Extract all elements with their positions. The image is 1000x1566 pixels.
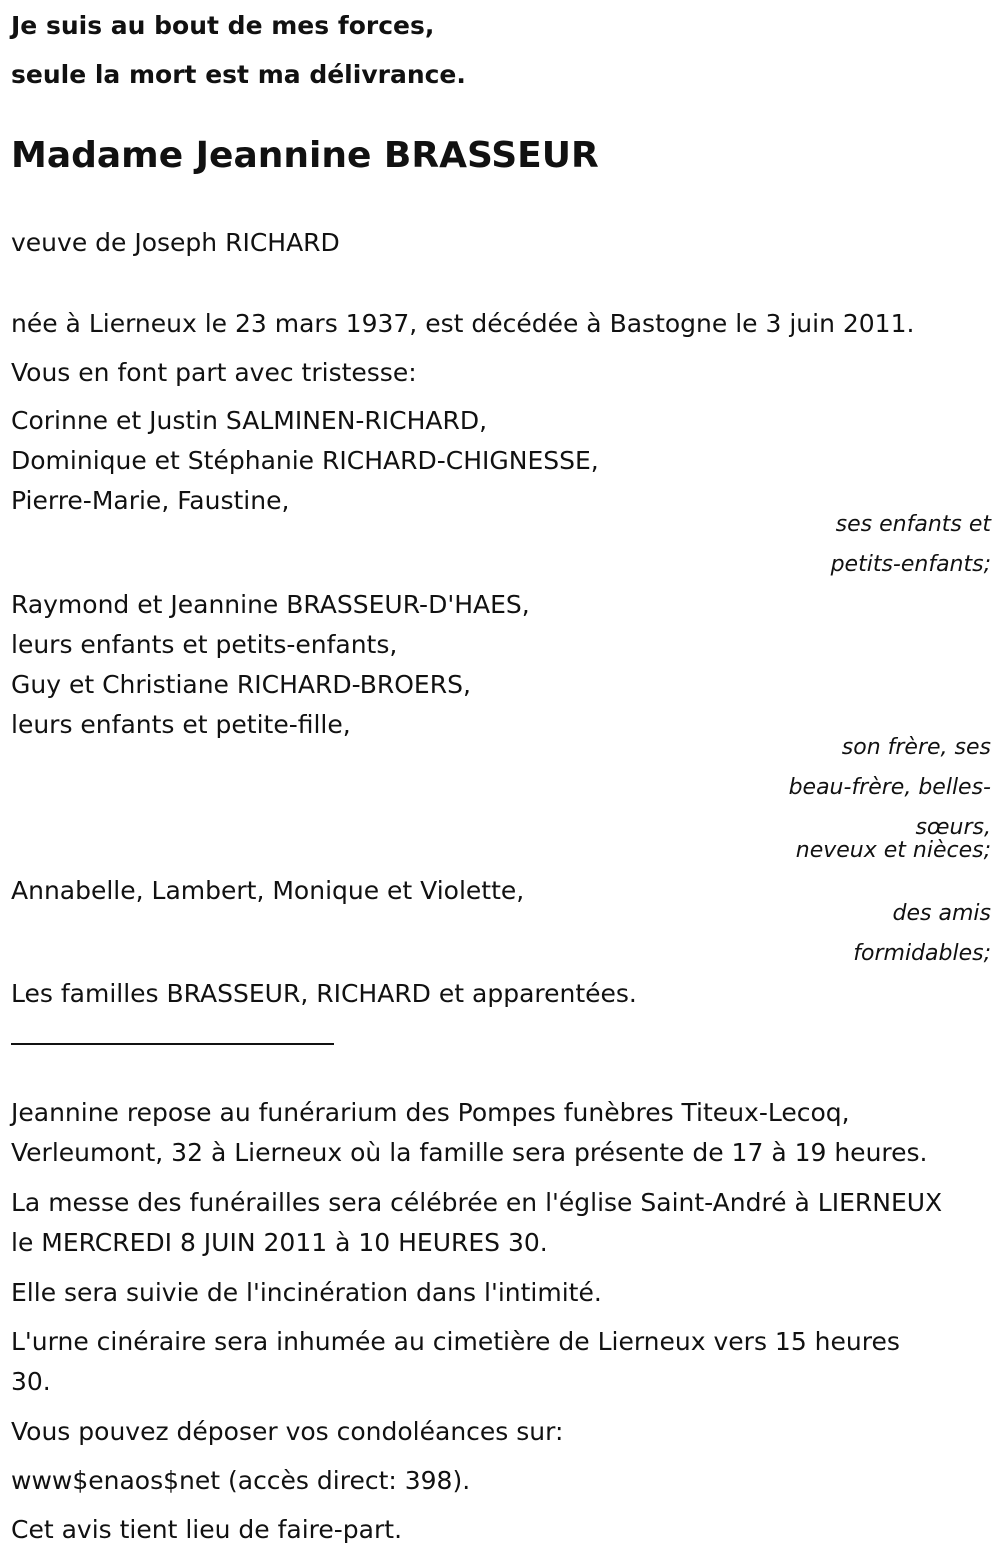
notice: Cet avis tient lieu de faire-part. [11, 1515, 403, 1544]
verse-line-1: Je suis au bout de mes forces, [11, 11, 435, 40]
website: www$enaos$net (accès direct: 398). [11, 1466, 471, 1495]
siblings-relation-3: sœurs, [915, 815, 991, 840]
siblings-relation-1: son frère, ses [841, 735, 991, 760]
repose-line-2: Verleumont, 32 à Lierneux où la famille sera présente de 17 à 19 heures. [11, 1138, 928, 1167]
cremation: Elle sera suivie de l'incinération dans l'intimité. [11, 1278, 602, 1307]
mass-line-1: La messe des funérailles sera célébrée en l'église Saint-André à LIERNEUX [11, 1188, 943, 1217]
verse-line-2: seule la mort est ma délivrance. [11, 60, 466, 89]
friends-relation-1: des amis [892, 901, 991, 926]
children-name-1: Corinne et Justin SALMINEN-RICHARD, [11, 406, 488, 435]
children-name-2: Dominique et Stéphanie RICHARD-CHIGNESSE, [11, 446, 599, 475]
urn-line-2: 30. [11, 1367, 51, 1396]
friends-relation-2: formidables; [853, 941, 991, 966]
condolences: Vous pouvez déposer vos condoléances sur: [11, 1417, 564, 1446]
urn-line-1: L'urne cinéraire sera inhumée au cimetière de Lierneux vers 15 heures [11, 1327, 900, 1356]
families: Les familles BRASSEUR, RICHARD et apparentées. [11, 979, 637, 1008]
children-name-3: Pierre-Marie, Faustine, [11, 486, 290, 515]
siblings-name-2: leurs enfants et petits-enfants, [11, 630, 398, 659]
children-relation-2: petits-enfants; [830, 552, 991, 577]
widow-of: veuve de Joseph RICHARD [11, 228, 340, 257]
divider-rule [11, 1043, 334, 1045]
deceased-name: Madame Jeannine BRASSEUR [11, 135, 599, 176]
birth-death: née à Lierneux le 23 mars 1937, est décédée à Bastogne le 3 juin 2011. [11, 309, 915, 338]
friends-names: Annabelle, Lambert, Monique et Violette, [11, 876, 525, 905]
repose-line-1: Jeannine repose au funérarium des Pompes funèbres Titeux-Lecoq, [11, 1098, 850, 1127]
mass-line-2: le MERCREDI 8 JUIN 2011 à 10 HEURES 30. [11, 1228, 548, 1257]
siblings-relation-4: neveux et nièces; [795, 838, 991, 863]
siblings-relation-2: beau-frère, belles- [788, 775, 991, 800]
intro: Vous en font part avec tristesse: [11, 358, 417, 387]
siblings-name-4: leurs enfants et petite-fille, [11, 710, 351, 739]
siblings-name-3: Guy et Christiane RICHARD-BROERS, [11, 670, 471, 699]
siblings-name-1: Raymond et Jeannine BRASSEUR-D'HAES, [11, 590, 530, 619]
children-relation-1: ses enfants et [835, 512, 991, 537]
